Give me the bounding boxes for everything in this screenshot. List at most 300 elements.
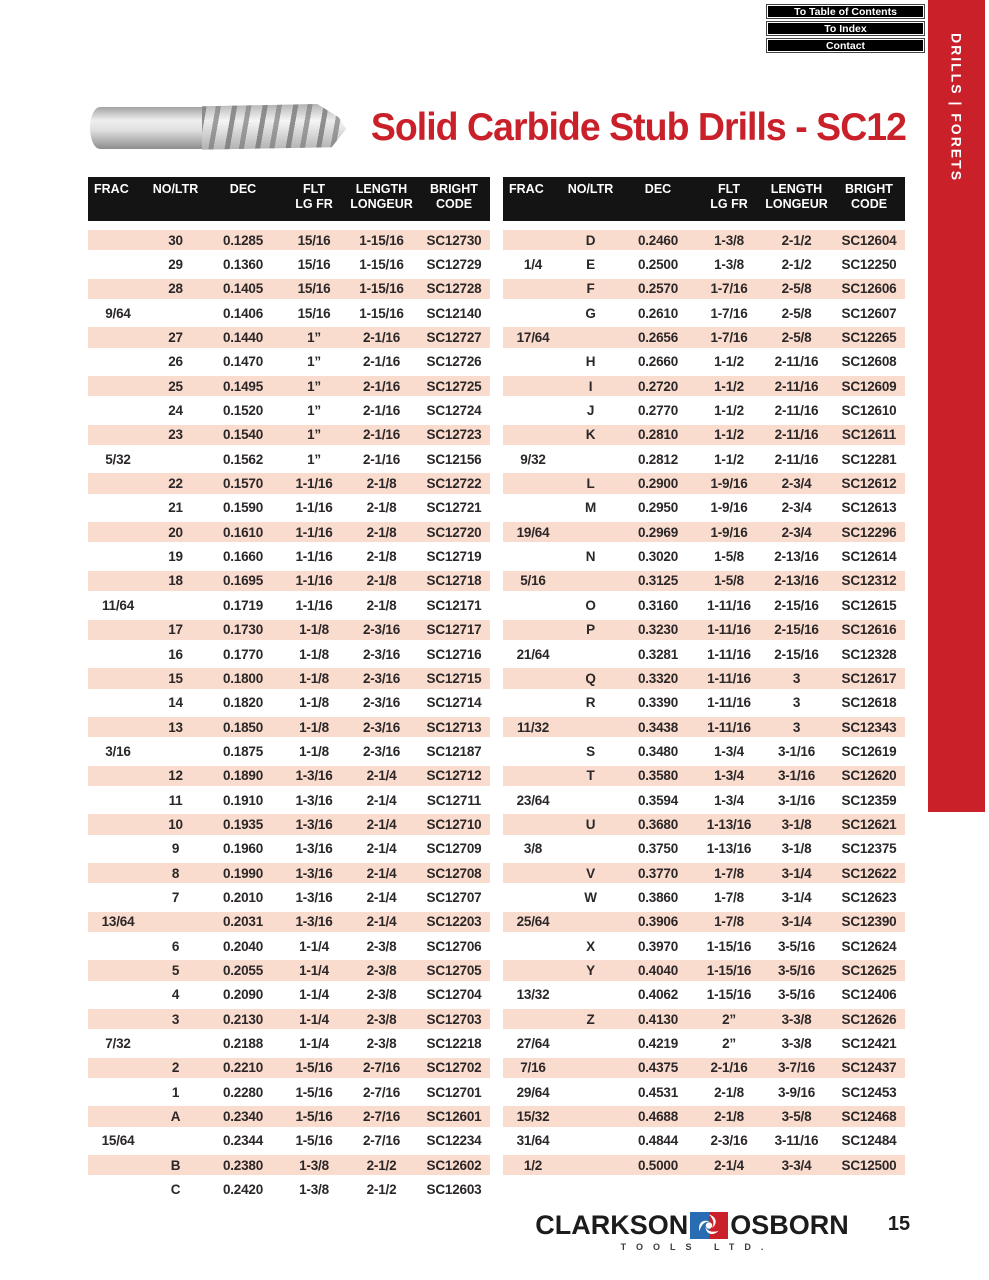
table-row xyxy=(503,471,905,495)
table-cell: 0.3480 xyxy=(637,743,679,759)
table-cell: SC12722 xyxy=(426,476,482,492)
table-cell: SC12611 xyxy=(841,427,897,443)
table-cell: 2-1/8 xyxy=(366,597,397,613)
table-row xyxy=(503,325,905,349)
table-cell: SC12701 xyxy=(426,1084,482,1100)
table-cell: 0.2969 xyxy=(637,524,679,540)
table-cell: SC12708 xyxy=(426,865,482,881)
table-cell: 2-1/8 xyxy=(366,476,397,492)
table-row xyxy=(88,423,490,447)
table-cell: 2-1/16 xyxy=(362,427,401,443)
table-cell: SC12604 xyxy=(841,232,897,248)
table-cell: 2-3/8 xyxy=(366,938,397,954)
table-cell: SC12704 xyxy=(426,987,482,1003)
table-cell: SC12721 xyxy=(426,500,482,516)
table-row xyxy=(88,618,490,642)
table-body xyxy=(503,228,905,1177)
nav-buttons xyxy=(766,4,925,55)
table-cell: 0.1520 xyxy=(222,403,264,419)
table-row xyxy=(88,934,490,958)
table-cell: 3-3/8 xyxy=(781,1011,812,1027)
table-cell: 2-3/16 xyxy=(362,646,401,662)
table-cell: 1-3/16 xyxy=(295,889,333,905)
table-cell: 1-3/16 xyxy=(295,841,333,857)
table-cell: 1-3/16 xyxy=(295,816,333,832)
table-cell: 0.2040 xyxy=(222,938,264,954)
table-cell: 0.3438 xyxy=(637,719,679,735)
table-cell: 15/16 xyxy=(297,281,331,297)
table-cell: 0.1730 xyxy=(222,622,264,638)
table-cell: 0.2460 xyxy=(637,232,679,248)
table-cell: 11 xyxy=(168,792,183,808)
drill-bit-image xyxy=(90,103,346,153)
table-cell: 3-1/16 xyxy=(777,768,816,784)
table-cell: 1-7/8 xyxy=(714,865,744,881)
table-cell: 1-11/16 xyxy=(707,622,751,638)
table-cell: 0.1562 xyxy=(222,451,264,467)
table-cell: 0.3580 xyxy=(637,768,679,784)
table-cell: 1-1/4 xyxy=(299,962,329,978)
table-cell: M xyxy=(584,500,597,516)
table-cell: 0.1495 xyxy=(222,378,264,394)
header-no-ltr: NO/LTR xyxy=(567,182,614,196)
table-cell: 0.2055 xyxy=(222,962,264,978)
table-cell: 3 xyxy=(792,695,801,711)
table-cell: 2-5/8 xyxy=(781,305,812,321)
table-cell: 0.1570 xyxy=(222,476,264,492)
table-cell: 0.1590 xyxy=(222,500,264,516)
table-cell: 0.2210 xyxy=(222,1060,264,1076)
table-row xyxy=(503,788,905,812)
table-row xyxy=(88,277,490,301)
table-cell: SC12607 xyxy=(841,305,897,321)
table-cell: 0.1470 xyxy=(222,354,264,370)
table-cell: K xyxy=(585,427,596,443)
table-cell: 1-15/16 xyxy=(359,305,404,321)
table-cell: SC12296 xyxy=(841,524,897,540)
table-cell: SC12623 xyxy=(841,889,897,905)
table-cell: Y xyxy=(586,962,595,978)
table-cell: SC12171 xyxy=(426,597,482,613)
table-cell: 1-1/4 xyxy=(299,1036,329,1052)
table-row xyxy=(503,1007,905,1031)
table-cell: 1-1/4 xyxy=(299,987,329,1003)
contact-button[interactable]: Contact xyxy=(766,38,925,53)
to-table-of-contents-button[interactable]: To Table of Contents xyxy=(766,4,925,19)
table-cell: 1-1/16 xyxy=(295,549,333,565)
table-row xyxy=(88,812,490,836)
table-row xyxy=(88,593,490,617)
table-cell: 1-5/8 xyxy=(714,549,744,565)
table-cell: SC12715 xyxy=(426,670,482,686)
table-row xyxy=(88,788,490,812)
table-cell: SC12724 xyxy=(426,403,482,419)
table-cell: 2” xyxy=(722,1011,736,1027)
table-cell: 1-11/16 xyxy=(707,719,751,735)
table-cell: 3-3/4 xyxy=(781,1157,812,1173)
table-cell: 1-1/8 xyxy=(299,719,329,735)
table-cell: SC12707 xyxy=(426,889,482,905)
table-cell: 0.2031 xyxy=(222,914,264,930)
table-cell: SC12140 xyxy=(426,305,482,321)
table-row xyxy=(88,666,490,690)
section-side-tab-label: DRILLS | FORETS xyxy=(948,33,965,183)
table-cell: 3-1/8 xyxy=(781,816,812,832)
table-cell: SC12626 xyxy=(841,1011,897,1027)
table-row xyxy=(503,569,905,593)
table-cell: 1-3/4 xyxy=(714,768,744,784)
table-row xyxy=(503,958,905,982)
table-cell: 31/64 xyxy=(516,1133,550,1149)
table-cell: 1” xyxy=(307,330,321,346)
table-row xyxy=(503,861,905,885)
drill-table-right xyxy=(503,177,905,1177)
table-cell: 0.3160 xyxy=(637,597,679,613)
table-cell: C xyxy=(170,1182,181,1198)
table-cell: SC12375 xyxy=(841,841,897,857)
table-cell: SC12612 xyxy=(841,476,897,492)
table-row xyxy=(88,715,490,739)
table-cell: 17 xyxy=(168,622,183,638)
table-row xyxy=(503,812,905,836)
table-cell: SC12406 xyxy=(841,987,897,1003)
table-cell: 0.1695 xyxy=(222,573,264,589)
header-flt: FLT LG FR xyxy=(295,182,333,211)
table-cell: 3-1/4 xyxy=(781,914,812,930)
table-cell: 2-11/16 xyxy=(774,451,819,467)
table-cell: 4 xyxy=(171,987,180,1003)
table-cell: 14 xyxy=(168,695,183,711)
table-cell: 3-5/16 xyxy=(777,938,816,954)
table-cell: 0.1285 xyxy=(222,232,264,248)
table-cell: 3-5/16 xyxy=(777,987,816,1003)
table-cell: 29/64 xyxy=(516,1084,550,1100)
table-cell: 1-1/16 xyxy=(295,500,333,516)
table-cell: 0.3020 xyxy=(637,549,679,565)
table-cell: 0.3906 xyxy=(637,914,679,930)
table-cell: 15/16 xyxy=(297,305,331,321)
table-cell: SC12500 xyxy=(841,1157,897,1173)
table-cell: 0.2810 xyxy=(637,427,679,443)
table-row xyxy=(503,764,905,788)
table-cell: 1-1/16 xyxy=(295,597,333,613)
table-cell: 3/16 xyxy=(105,743,131,759)
table-cell: 5 xyxy=(171,962,180,978)
table-cell: 1-1/2 xyxy=(714,378,744,394)
table-cell: SC12250 xyxy=(841,257,897,273)
table-cell: 2-1/4 xyxy=(366,914,397,930)
table-cell: 1-1/16 xyxy=(295,476,333,492)
table-cell: 2-3/16 xyxy=(362,670,401,686)
table-row xyxy=(503,1080,905,1104)
header-length: LENGTH LONGEUR xyxy=(765,182,828,211)
table-cell: 2-1/8 xyxy=(714,1084,744,1100)
table-cell: 1/4 xyxy=(523,257,543,273)
brand-subtitle: TOOLS LTD. xyxy=(620,1242,774,1252)
table-cell: 0.3970 xyxy=(637,938,679,954)
table-row xyxy=(88,958,490,982)
table-cell: 0.1540 xyxy=(222,427,264,443)
table-cell: SC12203 xyxy=(426,914,482,930)
table-cell: 2-1/8 xyxy=(366,573,397,589)
table-cell: SC12359 xyxy=(841,792,897,808)
table-cell: SC12187 xyxy=(426,743,482,759)
table-cell: 21/64 xyxy=(516,646,550,662)
table-cell: 0.1800 xyxy=(222,670,264,686)
pinwheel-logo-icon xyxy=(690,1212,728,1239)
table-cell: SC12601 xyxy=(426,1109,482,1125)
table-cell: 15 xyxy=(168,670,183,686)
table-cell: 0.2812 xyxy=(637,451,679,467)
table-cell: SC12609 xyxy=(841,378,897,394)
table-cell: 1” xyxy=(307,427,321,443)
table-cell: 0.3320 xyxy=(637,670,679,686)
table-cell: 2-11/16 xyxy=(774,427,819,443)
table-row xyxy=(503,934,905,958)
table-row xyxy=(88,1080,490,1104)
table-cell: 8 xyxy=(171,865,180,881)
table-cell: 2-13/16 xyxy=(774,549,819,565)
table-row xyxy=(88,569,490,593)
table-cell: SC12617 xyxy=(841,670,897,686)
table-cell: 2-1/4 xyxy=(366,816,397,832)
table-cell: 3-1/4 xyxy=(781,889,812,905)
table-cell: SC12712 xyxy=(426,768,482,784)
table-cell: 2-3/16 xyxy=(710,1133,748,1149)
table-cell: 2-3/4 xyxy=(781,524,812,540)
table-row xyxy=(503,374,905,398)
table-cell: 11/64 xyxy=(101,597,135,613)
table-cell: 1-1/2 xyxy=(714,451,744,467)
table-cell: G xyxy=(585,305,596,321)
table-cell: 2-1/16 xyxy=(362,330,401,346)
table-row xyxy=(503,715,905,739)
brand-line xyxy=(512,1210,872,1241)
table-row xyxy=(503,1056,905,1080)
table-cell: 1-3/4 xyxy=(714,792,744,808)
table-cell: 21 xyxy=(168,500,183,516)
table-cell: 1” xyxy=(307,354,321,370)
table-row xyxy=(503,885,905,909)
table-cell: V xyxy=(586,865,595,881)
table-cell: 0.1875 xyxy=(222,743,264,759)
table-cell: SC12265 xyxy=(841,330,897,346)
table-row xyxy=(88,1129,490,1153)
table-cell: 1-3/4 xyxy=(714,743,744,759)
table-cell: SC12717 xyxy=(426,622,482,638)
table-cell: 2-15/16 xyxy=(774,597,819,613)
table-cell: 0.3125 xyxy=(637,573,679,589)
table-cell: 1/2 xyxy=(523,1157,543,1173)
table-row xyxy=(503,496,905,520)
table-cell: 0.2280 xyxy=(222,1084,264,1100)
table-row xyxy=(88,325,490,349)
table-cell: 1-5/16 xyxy=(295,1084,333,1100)
table-cell: 1-3/16 xyxy=(295,768,333,784)
drill-table-left xyxy=(88,177,490,1202)
table-cell: 30 xyxy=(168,232,183,248)
table-cell: 1-1/16 xyxy=(295,573,333,589)
table-row xyxy=(88,398,490,422)
table-cell: Z xyxy=(586,1011,595,1027)
table-cell: 2-1/2 xyxy=(781,257,812,273)
table-cell: 2-3/8 xyxy=(366,962,397,978)
table-row xyxy=(503,544,905,568)
to-index-button[interactable]: To Index xyxy=(766,21,925,36)
table-cell: 1-15/16 xyxy=(359,257,404,273)
table-cell: SC12726 xyxy=(426,354,482,370)
table-cell: 15/64 xyxy=(101,1133,135,1149)
table-row xyxy=(88,861,490,885)
table-cell: 2-7/16 xyxy=(362,1060,401,1076)
table-cell: SC12616 xyxy=(841,622,897,638)
table-cell: 2-1/8 xyxy=(366,549,397,565)
table-cell: 2-1/4 xyxy=(366,792,397,808)
table-cell: 0.4219 xyxy=(637,1036,679,1052)
table-cell: 18 xyxy=(168,573,183,589)
table-cell: 2-3/8 xyxy=(366,1036,397,1052)
table-cell: 2-1/16 xyxy=(362,378,401,394)
table-cell: 2” xyxy=(722,1036,736,1052)
table-cell: 3-1/16 xyxy=(777,743,816,759)
table-cell: SC12728 xyxy=(426,281,482,297)
table-cell: 1-3/16 xyxy=(295,865,333,881)
header-bright-code: BRIGHT CODE xyxy=(430,182,478,211)
table-cell: 15/16 xyxy=(297,232,331,248)
table-cell: 9/32 xyxy=(520,451,546,467)
table-cell: 7 xyxy=(171,889,180,905)
table-header xyxy=(503,177,905,221)
table-cell: 2-1/4 xyxy=(366,841,397,857)
table-cell: SC12614 xyxy=(841,549,897,565)
table-cell: SC12714 xyxy=(426,695,482,711)
table-cell: 1-9/16 xyxy=(710,524,748,540)
table-row xyxy=(88,764,490,788)
table-cell: SC12720 xyxy=(426,524,482,540)
table-cell: SC12713 xyxy=(426,719,482,735)
table-cell: 1-15/16 xyxy=(359,232,404,248)
header-bright-code: BRIGHT CODE xyxy=(845,182,893,211)
table-cell: 3-1/4 xyxy=(781,865,812,881)
table-cell: SC12709 xyxy=(426,841,482,857)
table-cell: 1-11/16 xyxy=(707,646,751,662)
table-row xyxy=(88,471,490,495)
table-cell: 2-3/16 xyxy=(362,719,401,735)
table-cell: 1-7/16 xyxy=(710,305,748,321)
table-cell: 2-3/8 xyxy=(366,987,397,1003)
table-cell: 2-1/16 xyxy=(362,354,401,370)
table-cell: SC12608 xyxy=(841,354,897,370)
table-cell: 1-7/16 xyxy=(710,281,748,297)
table-cell: I xyxy=(588,378,593,394)
table-row xyxy=(503,1104,905,1128)
table-cell: 19/64 xyxy=(516,524,550,540)
table-cell: 1-1/4 xyxy=(299,1011,329,1027)
table-cell: 2-3/4 xyxy=(781,476,812,492)
table-row xyxy=(503,423,905,447)
table-cell: W xyxy=(584,889,597,905)
table-cell: SC12343 xyxy=(841,719,897,735)
table-cell: 0.3750 xyxy=(637,841,679,857)
table-cell: 0.2660 xyxy=(637,354,679,370)
table-cell: 0.2344 xyxy=(222,1133,264,1149)
table-cell: SC12727 xyxy=(426,330,482,346)
table-cell: X xyxy=(586,938,595,954)
table-cell: 1-1/2 xyxy=(714,354,744,370)
table-cell: 1 xyxy=(171,1084,180,1100)
table-cell: 0.3281 xyxy=(637,646,679,662)
table-cell: 3-3/8 xyxy=(781,1036,812,1052)
table-cell: 29 xyxy=(168,257,183,273)
table-cell: 1” xyxy=(307,451,321,467)
table-cell: SC12702 xyxy=(426,1060,482,1076)
table-cell: SC12390 xyxy=(841,914,897,930)
table-cell: SC12281 xyxy=(841,451,897,467)
table-cell: 2-7/16 xyxy=(362,1109,401,1125)
table-cell: SC12730 xyxy=(426,232,482,248)
table-cell: SC12484 xyxy=(841,1133,897,1149)
table-cell: 1-7/8 xyxy=(714,914,744,930)
table-cell: 2-7/16 xyxy=(362,1133,401,1149)
table-cell: SC12703 xyxy=(426,1011,482,1027)
table-row xyxy=(88,1056,490,1080)
table-cell: 0.4375 xyxy=(637,1060,679,1076)
table-row xyxy=(503,618,905,642)
table-cell: 1-1/8 xyxy=(299,743,329,759)
table-cell: 2-11/16 xyxy=(774,378,819,394)
table-cell: 1-13/16 xyxy=(706,841,752,857)
table-cell: SC12718 xyxy=(426,573,482,589)
table-cell: P xyxy=(586,622,595,638)
table-cell: SC12620 xyxy=(841,768,897,784)
table-cell: 20 xyxy=(168,524,183,540)
table-cell: 0.1610 xyxy=(222,524,264,540)
table-cell: S xyxy=(586,743,595,759)
table-row xyxy=(503,277,905,301)
table-cell: 0.2610 xyxy=(637,305,679,321)
table-cell: 1-11/16 xyxy=(707,695,751,711)
table-cell: 1-3/16 xyxy=(295,792,333,808)
table-cell: 1-5/16 xyxy=(295,1109,333,1125)
table-cell: H xyxy=(585,354,596,370)
table-cell: 0.1360 xyxy=(222,257,264,273)
table-cell: F xyxy=(586,281,595,297)
table-row xyxy=(503,642,905,666)
table-cell: 2-1/2 xyxy=(781,232,812,248)
table-cell: SC12619 xyxy=(841,743,897,759)
table-cell: 0.3230 xyxy=(637,622,679,638)
table-cell: 2-1/4 xyxy=(366,768,397,784)
table-row xyxy=(88,885,490,909)
table-cell: 1-1/4 xyxy=(299,938,329,954)
table-cell: 0.1820 xyxy=(222,695,264,711)
table-cell: SC12468 xyxy=(841,1109,897,1125)
table-cell: 0.2340 xyxy=(222,1109,264,1125)
table-cell: 0.1440 xyxy=(222,330,264,346)
table-cell: SC12716 xyxy=(426,646,482,662)
table-cell: 1-15/16 xyxy=(706,938,752,954)
table-row xyxy=(88,301,490,325)
table-cell: 3-7/16 xyxy=(777,1060,816,1076)
table-cell: 0.3770 xyxy=(637,865,679,881)
table-row xyxy=(503,301,905,325)
table-cell: SC12613 xyxy=(841,500,897,516)
table-cell: 17/64 xyxy=(516,330,550,346)
table-row xyxy=(503,350,905,374)
header-length: LENGTH LONGEUR xyxy=(350,182,413,211)
table-cell: 1” xyxy=(307,378,321,394)
table-row xyxy=(88,910,490,934)
